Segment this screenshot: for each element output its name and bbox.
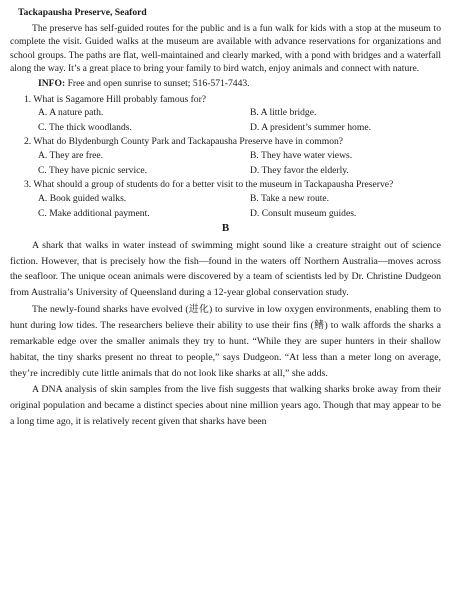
option-a: A. Book guided walks. xyxy=(38,192,127,204)
info-text: Free and open sunrise to sunset; 516-571-7443. xyxy=(67,78,250,90)
passage-b-paragraph-1: A shark that walks in water instead of swimming might sound like a creature straight out of science fiction. However, that is precisely how the fish—found in the waters off Northern Australia—moves across the seafloor. The unique ocean animals were discovered by a team of scientists led by Dr. Christine Dudgeon from Australia’s University of Queensland during a 12-year global conservation study. xyxy=(10,239,441,299)
option-a: A. They are free. xyxy=(38,150,104,162)
question-options xyxy=(38,149,441,177)
passage-b-paragraph-3: A DNA analysis of skin samples from the live fish suggests that walking sharks broke away from their original population and became a distinct species about nine million years ago. Though that may appear to be a long time ago, it is relatively recent given that sharks have been xyxy=(10,384,441,428)
passage-a-paragraph: The preserve has self-guided routes for the public and is a fun walk for kids with a stop at the museum to complete the visit. Guided walks at the museum are available with advance reservations for organizations and school groups. The paths are flat, well-maintained and clearly marked, with a pond with bridges and a waterfall along the way. It’s a great place to bring your family to bird watch, enjoy animals and connect with nature. xyxy=(10,22,441,75)
option-b: B. A little bridge. xyxy=(250,107,317,119)
option-a: A. A nature path. xyxy=(38,107,104,119)
question-1 xyxy=(10,93,441,135)
option-b: B. Take a new route. xyxy=(250,192,330,204)
option-d: D. Consult museum guides. xyxy=(250,207,357,219)
question-options xyxy=(38,192,441,220)
question-3 xyxy=(10,178,441,220)
question-stem: 1. What is Sagamore Hill probably famous for? xyxy=(24,93,207,105)
question-options xyxy=(38,106,441,134)
section-b-heading: B xyxy=(221,222,230,235)
question-2 xyxy=(10,135,441,177)
info-line xyxy=(38,77,441,91)
info-label: INFO: xyxy=(38,78,66,90)
passage-title: Tackapausha Preserve, Seaford xyxy=(18,7,147,18)
question-stem: 2. What do Blydenburgh County Park and Tackapausha Preserve have in common? xyxy=(24,136,344,148)
passage-b-paragraph-2: The newly-found sharks have evolved (进化) to survive in low oxygen environments, enabling them to hunt during low tides. The researchers believe their ability to use their fins (鳍) to walk affords the sharks a remarkable edge over the smaller animals they try to hunt. “While they are super hunters in their shallow habitat, the tiny sharks present no threat to people,” says Dudgeon. “At less than a meter long on average, they’re incredibly cute little animals that do not look like sharks at all,” she adds. xyxy=(10,304,441,379)
option-c: C. Make additional payment. xyxy=(38,207,150,219)
option-d: D. They favor the elderly. xyxy=(250,164,349,176)
option-c: C. They have picnic service. xyxy=(38,164,148,176)
option-d: D. A president’s summer home. xyxy=(250,121,371,133)
option-c: C. The thick woodlands. xyxy=(38,121,132,133)
option-b: B. They have water views. xyxy=(250,150,353,162)
question-stem: 3. What should a group of students do for a better visit to the museum in Tackapausha Preserve? xyxy=(24,179,394,191)
